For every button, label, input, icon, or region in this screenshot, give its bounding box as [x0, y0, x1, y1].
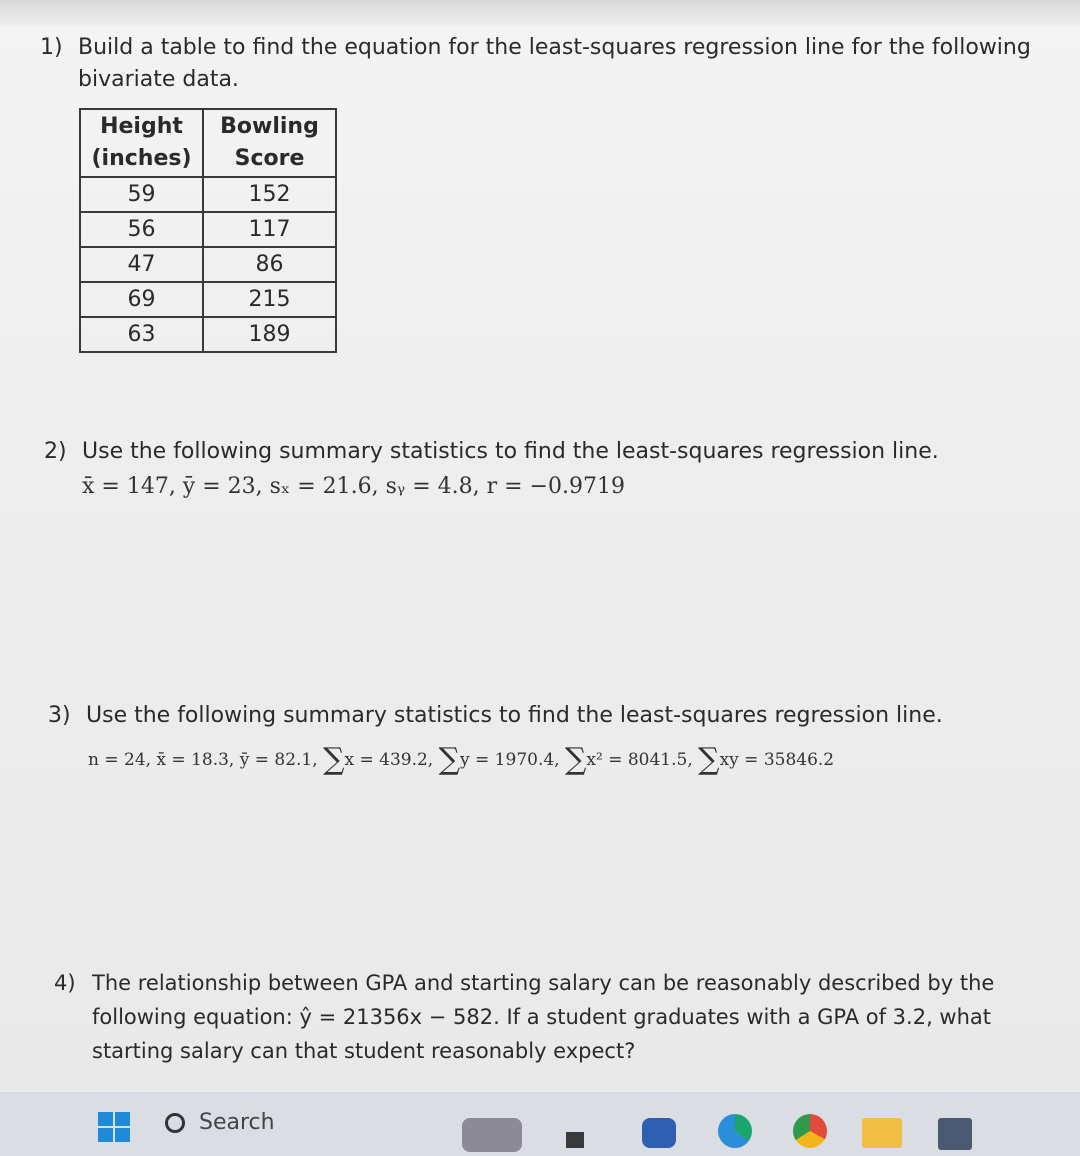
- table-header-row: [80, 109, 336, 177]
- sum-xy: xy = 35846.2: [719, 750, 835, 770]
- sum-x: x = 439.2,: [344, 750, 439, 770]
- bivariate-data-table: [79, 108, 337, 353]
- question-3-text: Use the following summary statistics to find the least-squares regression line.: [86, 703, 943, 728]
- search-label: Search: [199, 1110, 275, 1135]
- table-row: [80, 247, 336, 282]
- height-cell: 56: [80, 212, 203, 247]
- widgets-icon[interactable]: [462, 1118, 522, 1152]
- question-1-text-line2: bivariate data.: [78, 67, 239, 92]
- taskbar: [0, 1092, 1080, 1156]
- table-row: [80, 177, 336, 212]
- question-4-line3: starting salary can that student reasonably expect?: [92, 1039, 636, 1063]
- score-cell: 189: [203, 317, 336, 352]
- q3-basic-stats: n = 24, x̄ = 18.3, ȳ = 82.1,: [88, 750, 324, 770]
- sigma-symbol: ∑: [564, 742, 587, 777]
- table-row: [80, 212, 336, 247]
- file-explorer-icon[interactable]: [862, 1118, 902, 1148]
- windows-start-icon[interactable]: [98, 1112, 128, 1142]
- height-header-line1: Height: [100, 114, 183, 139]
- sigma-symbol: ∑: [438, 742, 461, 777]
- question-4: [54, 966, 994, 1068]
- taskbar-search[interactable]: [165, 1110, 405, 1150]
- score-cell: 215: [203, 282, 336, 317]
- edge-browser-icon[interactable]: [718, 1114, 752, 1148]
- score-header-line2: Score: [234, 146, 305, 171]
- question-2-number: 2): [44, 439, 67, 464]
- sum-y: y = 1970.4,: [460, 750, 565, 770]
- height-cell: 63: [80, 317, 203, 352]
- score-header-line1: Bowling: [220, 114, 319, 139]
- question-4-line1: The relationship between GPA and starting salary can be reasonably described by the: [92, 971, 995, 995]
- sigma-symbol: ∑: [698, 742, 720, 777]
- sum-x-squared: x² = 8041.5,: [586, 750, 699, 770]
- table-row: [80, 317, 336, 352]
- question-2-stats: x̄ = 147, ȳ = 23, sₓ = 21.6, sᵧ = 4.8, r = −0.9719: [82, 474, 625, 499]
- question-4-line2: following equation: ŷ = 21356x − 582. If a student graduates with a GPA of 3.2, what: [92, 1005, 992, 1029]
- teams-chat-icon[interactable]: [642, 1118, 676, 1148]
- question-3-stats: [88, 742, 834, 777]
- question-2-text: Use the following summary statistics to find the least-squares regression line.: [82, 439, 939, 464]
- page-top-edge: [0, 0, 1080, 26]
- question-3: [48, 700, 943, 732]
- question-1-text: Build a table to find the equation for the least-squares regression line for the following: [78, 35, 1031, 60]
- sigma-symbol: ∑: [323, 742, 345, 777]
- height-header-line2: (inches): [91, 146, 192, 171]
- store-icon[interactable]: [938, 1118, 972, 1150]
- score-cell: 152: [203, 177, 336, 212]
- search-icon: [165, 1113, 185, 1133]
- height-header: [80, 109, 203, 177]
- question-3-number: 3): [48, 703, 71, 728]
- chrome-browser-icon[interactable]: [793, 1114, 827, 1148]
- score-header: [203, 109, 336, 177]
- question-2: [44, 436, 939, 468]
- task-view-icon[interactable]: [566, 1132, 584, 1148]
- score-cell: 117: [203, 212, 336, 247]
- height-cell: 59: [80, 177, 203, 212]
- question-1-number: 1): [40, 35, 63, 60]
- question-4-number: 4): [54, 971, 76, 995]
- score-cell: 86: [203, 247, 336, 282]
- height-cell: 47: [80, 247, 203, 282]
- table-row: [80, 282, 336, 317]
- height-cell: 69: [80, 282, 203, 317]
- question-1: [40, 32, 1031, 96]
